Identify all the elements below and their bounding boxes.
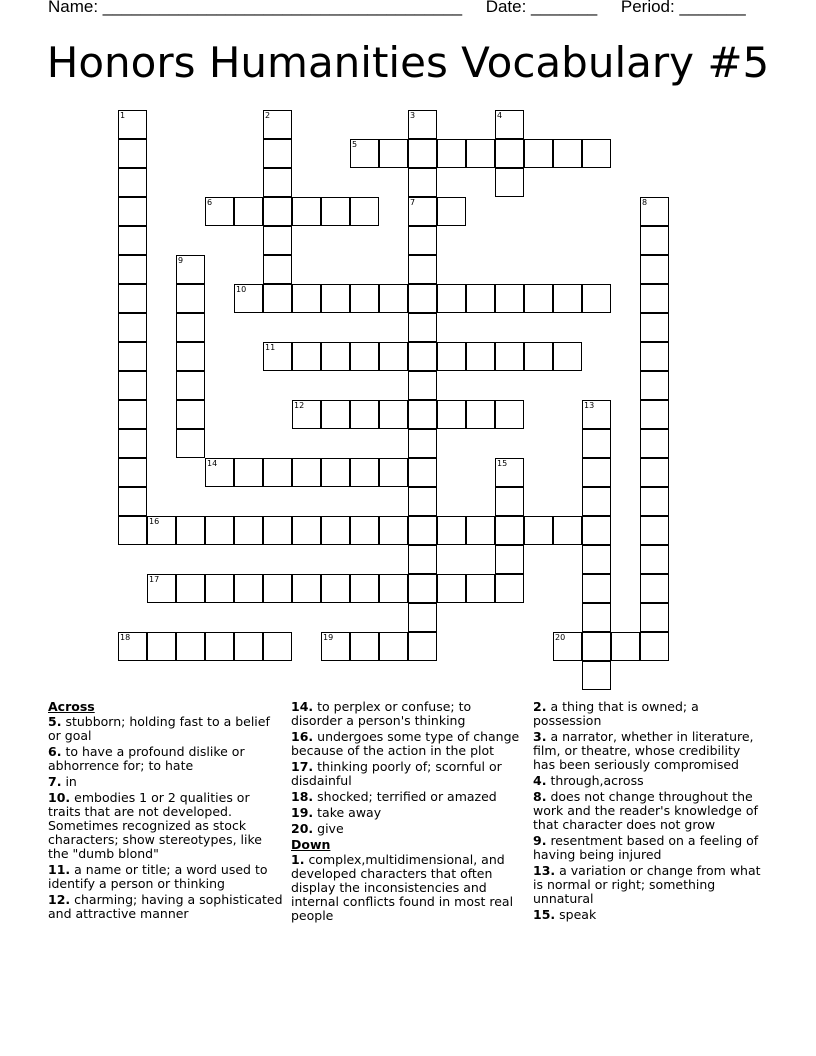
crossword-cell[interactable]: [495, 545, 524, 574]
across-clue: 19. take away: [291, 805, 382, 820]
clues-column-1: [48, 700, 283, 923]
crossword-cell[interactable]: [176, 284, 205, 313]
crossword-cell[interactable]: [408, 487, 437, 516]
crossword-cell[interactable]: [495, 342, 524, 371]
crossword-cell[interactable]: [408, 516, 437, 545]
period-field[interactable]: Period: _______: [620, 0, 746, 16]
clue-number-label: 8: [642, 198, 648, 207]
down-clue: 13. a variation or change from what is normal or right; something unnatural: [533, 863, 761, 906]
crossword-cell[interactable]: [176, 574, 205, 603]
crossword-cell[interactable]: [292, 516, 321, 545]
clue-number-label: 5: [352, 140, 358, 149]
down-clue: 8. does not change throughout the work and the reader's knowledge of that character does not grow: [533, 789, 758, 832]
crossword-cell[interactable]: [524, 284, 553, 313]
crossword-cell[interactable]: [292, 342, 321, 371]
crossword-cell[interactable]: [292, 197, 321, 226]
crossword-cell[interactable]: [408, 255, 437, 284]
crossword-cell[interactable]: [408, 226, 437, 255]
crossword-cell[interactable]: [292, 458, 321, 487]
across-clue: 6. to have a profound dislike or abhorrence for; to hate: [48, 744, 245, 773]
crossword-cell[interactable]: [321, 400, 350, 429]
crossword-cell[interactable]: [350, 139, 379, 168]
crossword-cell[interactable]: [350, 400, 379, 429]
crossword-cell[interactable]: [466, 400, 495, 429]
down-heading: Down: [291, 837, 331, 852]
clue-number-label: 3: [410, 111, 416, 120]
clue-number-label: 11: [265, 343, 276, 352]
crossword-cell[interactable]: [640, 516, 669, 545]
crossword-cell[interactable]: [408, 342, 437, 371]
crossword-cell[interactable]: [118, 342, 147, 371]
down-clue: 4. through,across: [533, 773, 644, 788]
crossword-cell[interactable]: [292, 574, 321, 603]
crossword-cell[interactable]: [408, 458, 437, 487]
crossword-cell[interactable]: [437, 400, 466, 429]
crossword-cell[interactable]: [234, 284, 263, 313]
crossword-cell[interactable]: [118, 458, 147, 487]
clue-number-label: 15: [497, 459, 508, 468]
crossword-cell[interactable]: [118, 139, 147, 168]
crossword-cell[interactable]: [495, 574, 524, 603]
crossword-cell[interactable]: [176, 429, 205, 458]
clue-number-label: 7: [410, 198, 416, 207]
crossword-cell[interactable]: [408, 110, 437, 139]
crossword-cell[interactable]: [379, 574, 408, 603]
crossword-cell[interactable]: [640, 400, 669, 429]
crossword-cell[interactable]: [379, 284, 408, 313]
crossword-cell[interactable]: [350, 458, 379, 487]
crossword-cell[interactable]: [408, 632, 437, 661]
crossword-cell[interactable]: [437, 516, 466, 545]
crossword-cell[interactable]: [263, 516, 292, 545]
student-info-line: [48, 0, 808, 17]
clue-number-label: 2: [265, 111, 271, 120]
crossword-cell[interactable]: [640, 429, 669, 458]
clue-number-label: 6: [207, 198, 213, 207]
crossword-cell[interactable]: [640, 545, 669, 574]
crossword-cell[interactable]: [118, 168, 147, 197]
crossword-cell[interactable]: [350, 632, 379, 661]
crossword-cell[interactable]: [118, 226, 147, 255]
crossword-cell[interactable]: [408, 574, 437, 603]
crossword-cell[interactable]: [176, 371, 205, 400]
crossword-cell[interactable]: [495, 400, 524, 429]
crossword-cell[interactable]: [495, 487, 524, 516]
name-field[interactable]: Name: ______________________________________: [48, 0, 463, 16]
crossword-cell[interactable]: [553, 284, 582, 313]
crossword-cell[interactable]: [466, 284, 495, 313]
crossword-cell[interactable]: [118, 197, 147, 226]
crossword-cell[interactable]: [321, 516, 350, 545]
crossword-cell[interactable]: [350, 516, 379, 545]
down-clue: 15. speak: [533, 907, 597, 922]
crossword-cell[interactable]: [640, 313, 669, 342]
crossword-cell[interactable]: [379, 632, 408, 661]
date-field[interactable]: Date: _______: [485, 0, 598, 16]
crossword-cell[interactable]: [553, 632, 582, 661]
crossword-cell[interactable]: [118, 632, 147, 661]
clue-number-label: 14: [207, 459, 218, 468]
crossword-cell[interactable]: [350, 342, 379, 371]
crossword-cell[interactable]: [582, 458, 611, 487]
across-clue: 17. thinking poorly of; scornful or disdainful: [291, 759, 502, 788]
crossword-cell[interactable]: [321, 574, 350, 603]
crossword-cell[interactable]: [234, 516, 263, 545]
crossword-cell[interactable]: [147, 632, 176, 661]
crossword-cell[interactable]: [176, 313, 205, 342]
crossword-cell[interactable]: [321, 284, 350, 313]
crossword-cell[interactable]: [118, 284, 147, 313]
down-clue: 2. a thing that is owned; a possession: [533, 699, 699, 728]
crossword-cell[interactable]: [118, 371, 147, 400]
crossword-cell[interactable]: [176, 342, 205, 371]
crossword-cell[interactable]: [234, 632, 263, 661]
crossword-cell[interactable]: [582, 139, 611, 168]
crossword-cell[interactable]: [263, 168, 292, 197]
crossword-cell[interactable]: [147, 574, 176, 603]
crossword-cell[interactable]: [640, 255, 669, 284]
across-clue: 20. give: [291, 821, 344, 836]
crossword-cell[interactable]: [263, 110, 292, 139]
crossword-cell[interactable]: [205, 197, 234, 226]
crossword-cell[interactable]: [205, 574, 234, 603]
crossword-cell[interactable]: [263, 226, 292, 255]
across-clue: 18. shocked; terrified or amazed: [291, 789, 497, 804]
crossword-cell[interactable]: [582, 400, 611, 429]
across-clue: 16. undergoes some type of change because of the action in the plot: [291, 729, 520, 758]
page-title: Honors Humanities Vocabulary #5: [46, 38, 770, 87]
across-clue: 5. stubborn; holding fast to a belief or goal: [48, 714, 270, 743]
crossword-cell[interactable]: [640, 632, 669, 661]
crossword-cell[interactable]: [263, 255, 292, 284]
down-clue: 9. resentment based on a feeling of having being injured: [533, 833, 759, 862]
crossword-cell[interactable]: [582, 487, 611, 516]
crossword-cell[interactable]: [292, 284, 321, 313]
crossword-cell[interactable]: [553, 342, 582, 371]
crossword-cell[interactable]: [553, 139, 582, 168]
crossword-cell[interactable]: [379, 400, 408, 429]
across-clue: 11. a name or title; a word used to identify a person or thinking: [48, 862, 268, 891]
crossword-cell[interactable]: [118, 400, 147, 429]
clue-number-label: 20: [555, 633, 566, 642]
crossword-cell[interactable]: [495, 516, 524, 545]
crossword-cell[interactable]: [611, 632, 640, 661]
crossword-cell[interactable]: [408, 545, 437, 574]
crossword-cell[interactable]: [408, 371, 437, 400]
clues-column-2: [291, 700, 523, 925]
crossword-cell[interactable]: [321, 342, 350, 371]
crossword-cell[interactable]: [640, 197, 669, 226]
crossword-cell[interactable]: [582, 574, 611, 603]
crossword-cell[interactable]: [466, 516, 495, 545]
crossword-cell[interactable]: [176, 632, 205, 661]
crossword-cell[interactable]: [640, 226, 669, 255]
crossword-cell[interactable]: [263, 458, 292, 487]
clue-number-label: 19: [323, 633, 334, 642]
crossword-cell[interactable]: [205, 632, 234, 661]
crossword-cell[interactable]: [437, 342, 466, 371]
crossword-cell[interactable]: [640, 284, 669, 313]
crossword-cell[interactable]: [118, 429, 147, 458]
crossword-cell[interactable]: [582, 516, 611, 545]
crossword-cell[interactable]: [437, 139, 466, 168]
crossword-cell[interactable]: [553, 516, 582, 545]
crossword-cell[interactable]: [234, 574, 263, 603]
crossword-cell[interactable]: [263, 284, 292, 313]
crossword-cell[interactable]: [437, 574, 466, 603]
clue-number-label: 13: [584, 401, 595, 410]
crossword-cell[interactable]: [582, 545, 611, 574]
crossword-cell[interactable]: [495, 284, 524, 313]
down-clue: 1. complex,multidimensional, and developed characters that often display the inconsistencies and internal conflicts found in most real people: [291, 852, 514, 923]
crossword-cell[interactable]: [408, 429, 437, 458]
crossword-cell[interactable]: [524, 516, 553, 545]
crossword-cell[interactable]: [582, 661, 611, 690]
crossword-cell[interactable]: [524, 139, 553, 168]
clue-number-label: 18: [120, 633, 131, 642]
crossword-cell[interactable]: [640, 458, 669, 487]
crossword-cell[interactable]: [640, 574, 669, 603]
across-clue: 10. embodies 1 or 2 qualities or traits that are not developed. Sometimes recognized as stock characters; show stereotypes, like the "dumb blond": [48, 790, 262, 861]
crossword-cell[interactable]: [379, 516, 408, 545]
crossword-cell[interactable]: [321, 632, 350, 661]
crossword-cell[interactable]: [640, 603, 669, 632]
crossword-cell[interactable]: [147, 516, 176, 545]
crossword-cell[interactable]: [379, 342, 408, 371]
crossword-cell[interactable]: [495, 458, 524, 487]
crossword-cell[interactable]: [437, 284, 466, 313]
crossword-cell[interactable]: [524, 342, 553, 371]
clue-number-label: 16: [149, 517, 160, 526]
crossword-cell[interactable]: [118, 313, 147, 342]
across-clue: 12. charming; having a sophisticated and attractive manner: [48, 892, 283, 921]
crossword-cell[interactable]: [350, 197, 379, 226]
crossword-cell[interactable]: [118, 110, 147, 139]
crossword-cell[interactable]: [437, 197, 466, 226]
crossword-cell[interactable]: [466, 139, 495, 168]
crossword-cell[interactable]: [495, 139, 524, 168]
crossword-cell[interactable]: [408, 139, 437, 168]
crossword-cell[interactable]: [263, 632, 292, 661]
crossword-cell[interactable]: [321, 197, 350, 226]
crossword-cell[interactable]: [205, 516, 234, 545]
crossword-cell[interactable]: [263, 342, 292, 371]
clue-number-label: 10: [236, 285, 247, 294]
clues-column-3: [533, 700, 765, 924]
clue-number-label: 4: [497, 111, 503, 120]
crossword-cell[interactable]: [263, 139, 292, 168]
crossword-cell[interactable]: [292, 400, 321, 429]
crossword-cell[interactable]: [640, 371, 669, 400]
crossword-cell[interactable]: [350, 284, 379, 313]
down-clue: 3. a narrator, whether in literature, film, or theatre, whose credibility has been seriously compromised: [533, 729, 754, 772]
crossword-cell[interactable]: [379, 139, 408, 168]
crossword-cell[interactable]: [466, 574, 495, 603]
across-clue: 14. to perplex or confuse; to disorder a person's thinking: [291, 699, 472, 728]
across-clue: 7. in: [48, 774, 77, 789]
crossword-cell[interactable]: [408, 284, 437, 313]
crossword-cell[interactable]: [176, 400, 205, 429]
crossword-cell[interactable]: [176, 255, 205, 284]
crossword-cell[interactable]: [640, 342, 669, 371]
crossword-cell[interactable]: [408, 313, 437, 342]
crossword-cell[interactable]: [408, 197, 437, 226]
crossword-cell[interactable]: [263, 197, 292, 226]
crossword-cell[interactable]: [640, 487, 669, 516]
across-heading: Across: [48, 699, 95, 714]
clue-number-label: 17: [149, 575, 160, 584]
clue-number-label: 12: [294, 401, 305, 410]
crossword-cell[interactable]: [350, 574, 379, 603]
crossword-cell[interactable]: [379, 458, 408, 487]
crossword-cell[interactable]: [408, 168, 437, 197]
crossword-cell[interactable]: [118, 255, 147, 284]
crossword-cell[interactable]: [263, 574, 292, 603]
crossword-cell[interactable]: [495, 110, 524, 139]
crossword-cell[interactable]: [176, 516, 205, 545]
crossword-cell[interactable]: [408, 400, 437, 429]
crossword-cell[interactable]: [234, 458, 263, 487]
clue-number-label: 9: [178, 256, 184, 265]
crossword-cell[interactable]: [205, 458, 234, 487]
crossword-cell[interactable]: [408, 603, 437, 632]
crossword-cell[interactable]: [234, 197, 263, 226]
crossword-cell[interactable]: [582, 429, 611, 458]
crossword-cell[interactable]: [321, 458, 350, 487]
crossword-cell[interactable]: [582, 632, 611, 661]
clue-number-label: 1: [120, 111, 126, 120]
crossword-cell[interactable]: [118, 487, 147, 516]
crossword-cell[interactable]: [118, 516, 147, 545]
crossword-cell[interactable]: [582, 284, 611, 313]
crossword-cell[interactable]: [466, 342, 495, 371]
crossword-cell[interactable]: [495, 168, 524, 197]
crossword-cell[interactable]: [582, 603, 611, 632]
